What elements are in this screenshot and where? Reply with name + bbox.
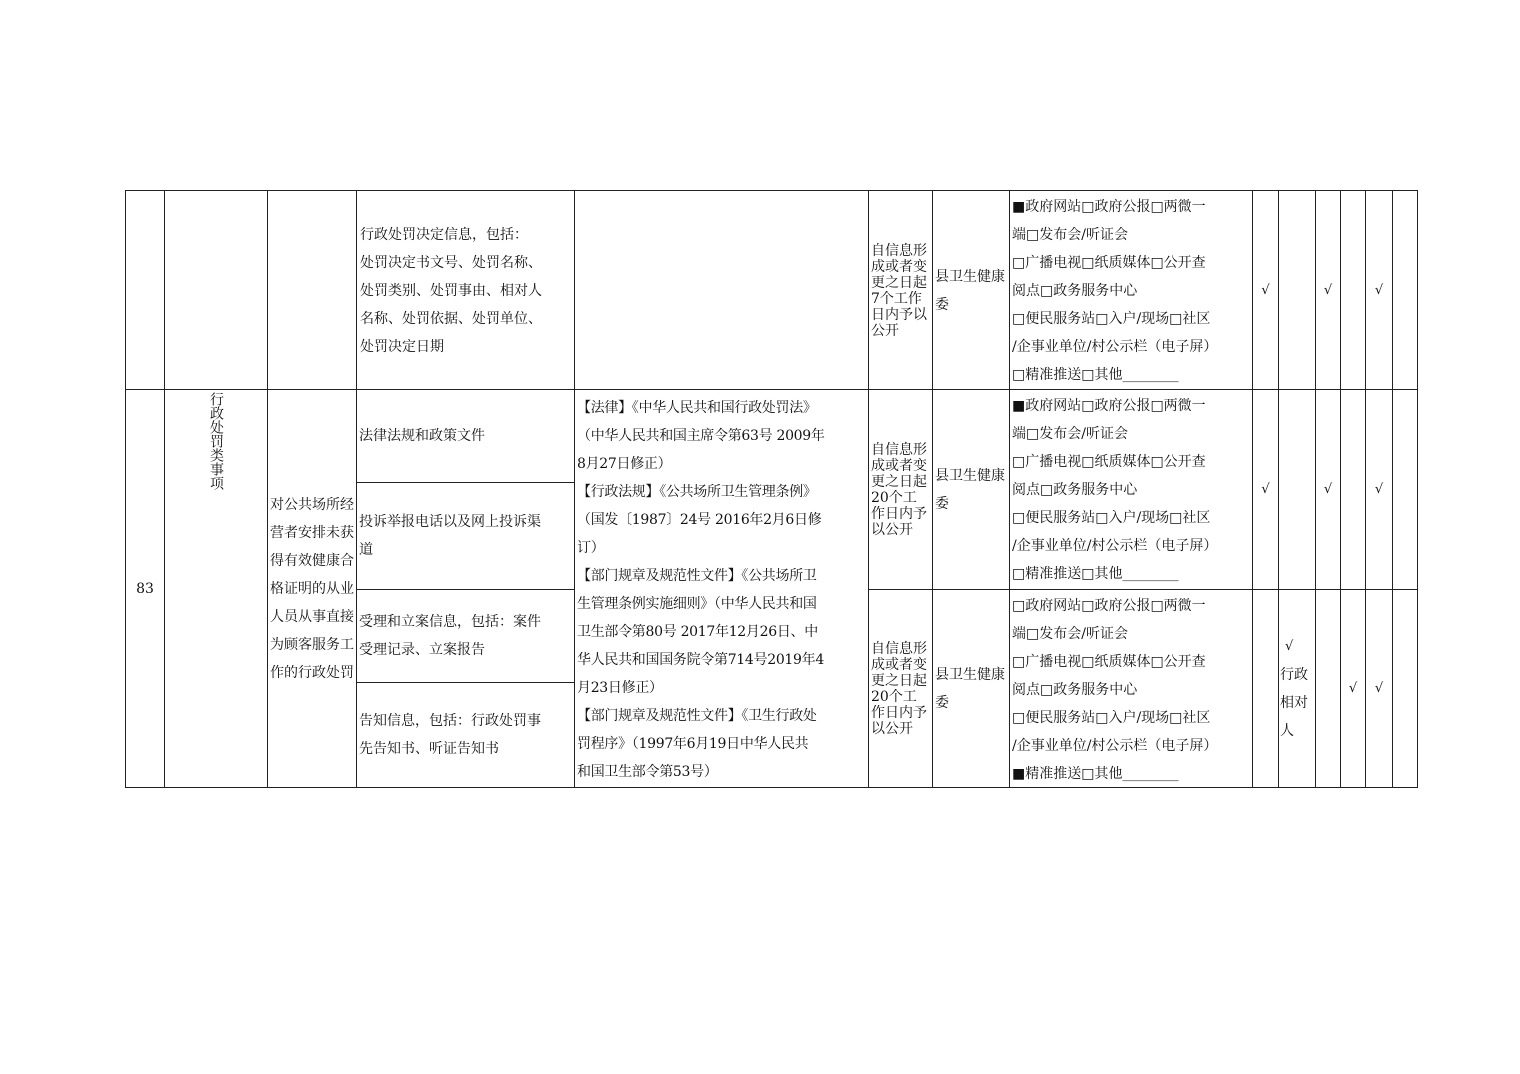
channel-line: 阅点□政务服务中心 [1012, 682, 1138, 698]
content-line: 名称、处罚依据、处罚单位、 [360, 310, 542, 327]
check-mark: √ [1323, 481, 1333, 497]
channel-line: 端□发布会/听证会 [1012, 626, 1128, 642]
seq-cell-empty [125, 190, 164, 390]
subject-text: 县卫生健康委 [935, 268, 1005, 313]
category-cell [164, 389, 267, 788]
item-name-cell [267, 389, 356, 788]
check-mark: √ [1285, 638, 1294, 654]
content-line: 处罚决定日期 [360, 338, 444, 355]
channel-line: 阅点□政务服务中心 [1012, 283, 1138, 299]
time-limit-text: 自信息形成或者变更之日起20个工作日内予以公开 [871, 640, 927, 737]
channel-line: ■政府网站□政府公报□两微一 [1012, 199, 1206, 215]
party-label-line: 行政 [1280, 666, 1308, 683]
channel-line: ■政府网站□政府公报□两微一 [1012, 398, 1206, 414]
channel-line: /企事业单位/村公示栏（电子屏） [1012, 738, 1218, 754]
check-mark: √ [1374, 680, 1384, 696]
subject-cell [932, 389, 1009, 589]
content-sub-complaints [356, 482, 574, 589]
time-limit-text: 自信息形成或者变更之日起20个工作日内予以公开 [871, 441, 927, 538]
channel-line: □便民服务站□入户/现场□社区 [1012, 710, 1211, 726]
channel-line: /企事业单位/村公示栏（电子屏） [1012, 339, 1218, 355]
channel-line: □便民服务站□入户/现场□社区 [1012, 510, 1211, 526]
content-sub-laws [356, 389, 574, 482]
category-text: 行政处罚类事项 [208, 392, 224, 490]
check-cell [1340, 389, 1365, 589]
content-line: 道 [359, 542, 373, 558]
seq-cell [125, 389, 164, 788]
content-line: 行政处罚决定信息，包括： [360, 226, 528, 243]
channels-cell [1009, 190, 1252, 390]
time-limit-cell [868, 589, 932, 788]
check-cell [1315, 389, 1340, 589]
time-limit-text: 自信息形成或者变更之日起7个工作日内予以公开 [871, 242, 927, 339]
seq-number: 83 [136, 580, 154, 597]
check-cell-party [1278, 589, 1315, 788]
basis-line: （国发〔1987〕24号 2016年2月6日修 [577, 512, 822, 528]
basis-line: 【行政法规】《公共场所卫生管理条例》 [577, 484, 817, 500]
category-cell-empty [164, 190, 267, 390]
check-cell [1392, 389, 1418, 589]
basis-line: 和国卫生部令第53号） [577, 764, 718, 780]
subject-text: 县卫生健康委 [935, 467, 1005, 512]
basis-line: 卫生部令第80号 2017年12月26日、中 [577, 624, 818, 640]
channel-line: □广播电视□纸质媒体□公开查 [1012, 454, 1206, 470]
channel-line: □广播电视□纸质媒体□公开查 [1012, 654, 1206, 670]
check-mark: √ [1261, 481, 1270, 497]
channels-cell [1009, 589, 1252, 788]
channel-line: □广播电视□纸质媒体□公开查 [1012, 255, 1206, 271]
content-line: 先告知书、听证告知书 [359, 741, 499, 757]
check-cell [1315, 190, 1340, 390]
content-line: 受理和立案信息，包括：案件 [359, 614, 541, 630]
channel-line: □精准推送□其他________ [1012, 566, 1179, 582]
basis-line: 月23日修正） [577, 680, 663, 696]
check-mark: √ [1323, 282, 1333, 298]
check-cell [1365, 190, 1392, 390]
party-label-line: 人 [1280, 722, 1294, 739]
check-cell [1315, 589, 1340, 788]
basis-line: 罚程序》（1997年6月19日中华人民共 [577, 736, 809, 752]
content-sub-notice [356, 682, 574, 788]
check-cell [1252, 589, 1278, 788]
content-line: 告知信息，包括：行政处罚事 [359, 713, 541, 729]
content-line: 处罚类别、处罚事由、相对人 [360, 282, 542, 299]
basis-line: 【部门规章及规范性文件】《卫生行政处 [577, 708, 817, 724]
channel-line: 端□发布会/听证会 [1012, 426, 1128, 442]
basis-cell [574, 389, 868, 788]
basis-line: 【部门规章及规范性文件】《公共场所卫 [577, 568, 817, 584]
check-cell [1340, 190, 1365, 390]
content-line: 投诉举报电话以及网上投诉渠 [359, 514, 541, 530]
check-cell [1392, 589, 1418, 788]
subject-cell [932, 589, 1009, 788]
check-cell [1340, 589, 1365, 788]
time-limit-cell [868, 190, 932, 390]
check-cell [1392, 190, 1418, 390]
item-name-text: 对公共场所经营者安排未获得有效健康合格证明的从业人员从事直接为顾客服务工作的行政处罚 [270, 496, 354, 681]
basis-line: （中华人民共和国主席令第63号 2009年 [577, 428, 825, 444]
check-mark: √ [1374, 481, 1384, 497]
basis-cell-empty [574, 190, 868, 390]
content-sub-filing [356, 589, 574, 682]
channel-line: ■精准推送□其他________ [1012, 766, 1179, 782]
channel-line: □精准推送□其他________ [1012, 367, 1179, 383]
basis-line: 订） [577, 540, 605, 556]
content-line: 受理记录、立案报告 [359, 642, 485, 658]
subject-cell [932, 190, 1009, 390]
basis-line: 华人民共和国国务院令第714号2019年4 [577, 652, 824, 668]
check-mark: √ [1374, 282, 1384, 298]
subject-text: 县卫生健康委 [935, 666, 1005, 711]
party-label-line: 相对 [1280, 694, 1308, 711]
check-cell [1252, 389, 1278, 589]
basis-line: 8月27日修正） [577, 456, 672, 472]
time-limit-cell [868, 389, 932, 589]
channel-line: 端□发布会/听证会 [1012, 227, 1128, 243]
check-cell [1365, 389, 1392, 589]
channel-line: /企事业单位/村公示栏（电子屏） [1012, 538, 1218, 554]
content-line: 法律法规和政策文件 [359, 428, 485, 444]
basis-line: 生管理条例实施细则》（中华人民共和国 [577, 596, 817, 612]
content-line: 处罚决定书文号、处罚名称、 [360, 254, 542, 271]
check-mark: √ [1261, 282, 1270, 298]
check-cell [1365, 589, 1392, 788]
check-mark: √ [1348, 680, 1358, 696]
channel-line: □便民服务站□入户/现场□社区 [1012, 311, 1211, 327]
disclosure-content-cell [356, 190, 574, 390]
basis-line: 【法律】《中华人民共和国行政处罚法》 [577, 400, 817, 416]
item-cell-empty [267, 190, 356, 390]
channel-line: 阅点□政务服务中心 [1012, 482, 1138, 498]
channel-line: □政府网站□政府公报□两微一 [1012, 598, 1206, 614]
check-cell [1278, 389, 1315, 589]
check-cell [1278, 190, 1315, 390]
channels-cell [1009, 389, 1252, 589]
check-cell [1252, 190, 1278, 390]
